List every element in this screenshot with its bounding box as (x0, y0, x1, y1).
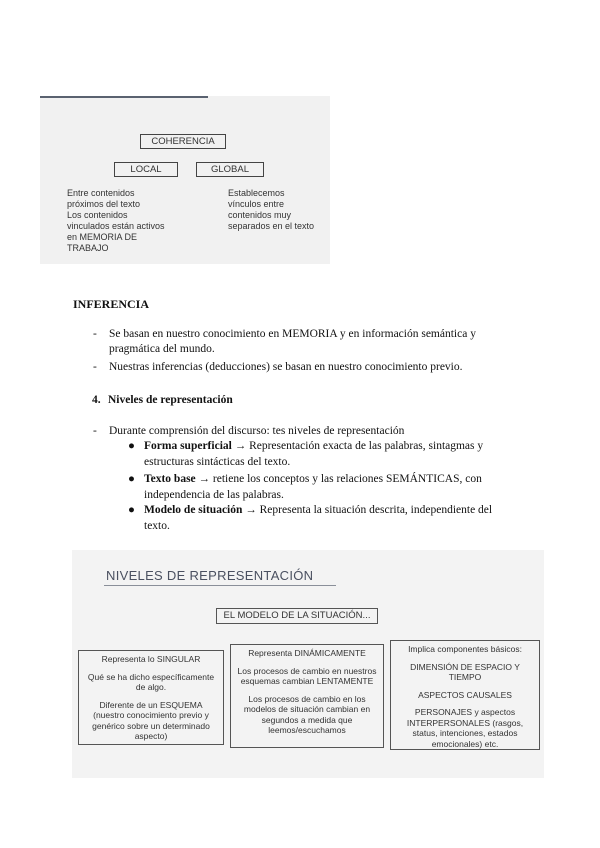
bullet-text: → Representación exacta de las palabras, sintagmas y estructuras sintácticas del texto. (144, 440, 484, 468)
bullet-term: Modelo de situación (144, 504, 243, 516)
local-box: LOCAL (114, 162, 178, 177)
list-item-text: Se basan en nuestro conocimiento en MEMORIA y en información semántica y pragmática del mundo. (109, 328, 476, 355)
note-line: vinculados están activos (67, 221, 165, 231)
coherencia-image (40, 96, 330, 264)
image-title: NIVELES DE REPRESENTACIÓN (106, 568, 314, 583)
local-notes (67, 188, 177, 254)
section-heading-niveles (92, 394, 233, 406)
section-title: Niveles de representación (108, 394, 233, 406)
column-box-singular (78, 650, 224, 745)
column-text: ASPECTOS CAUSALES (418, 689, 512, 700)
column-text: Implica componentes básicos: (408, 644, 522, 654)
title-underline (104, 585, 336, 586)
note-line: vínculos entre (228, 199, 285, 209)
column-text: Representa lo SINGULAR (101, 654, 201, 664)
bullet-text: → retiene los conceptos y las relaciones SEMÁNTICAS, con independencia de las palabras. (144, 473, 482, 501)
modelo-box: EL MODELO DE LA SITUACIÓN... (216, 608, 378, 624)
bullet-term: Forma superficial (144, 440, 232, 452)
divider (40, 96, 208, 98)
note-line: Los contenidos (67, 210, 128, 220)
list-item-text: Durante comprensión del discurso: tes niveles de representación (109, 425, 405, 437)
bullet-term: Texto base (144, 473, 196, 485)
global-notes (228, 188, 328, 232)
column-text: PERSONAJES y aspectos INTERPERSONALES (rasgos, status, intenciones, estados emocionales) etc. (406, 707, 524, 749)
section-heading-inferencia: INFERENCIA (73, 297, 150, 311)
column-text: Qué se ha dicho específicamente de algo. (87, 671, 215, 692)
column-text: Representa DINÁMICAMENTE (248, 648, 366, 658)
bullet-dot: ● (128, 504, 135, 516)
column-box-dinamico (230, 644, 384, 748)
niveles-image (72, 550, 544, 778)
column-box-componentes (390, 640, 540, 750)
coherencia-box: COHERENCIA (140, 134, 226, 149)
note-line: en MEMORIA DE (67, 232, 138, 242)
note-line: TRABAJO (67, 243, 109, 253)
global-box: GLOBAL (196, 162, 264, 177)
column-text: DIMENSIÓN DE ESPACIO Y TIEMPO (410, 661, 520, 682)
note-line: Entre contenidos (67, 188, 135, 198)
column-text: Los procesos de cambio en nuestros esquemas cambian LENTAMENTE (237, 665, 377, 686)
bullet-dot: ● (128, 440, 135, 452)
column-text: Diferente de un ESQUEMA (nuestro conocimiento previo y genérico sobre un determinado aspecto) (92, 699, 210, 741)
list-item-text: Nuestras inferencias (deducciones) se basan en nuestro conocimiento previo. (109, 361, 463, 373)
note-line: próximos del texto (67, 199, 141, 209)
section-number: 4. (92, 394, 101, 406)
note-line: contenidos muy (228, 210, 292, 220)
bullet-text: → Representa la situación descrita, independiente del texto. (144, 504, 493, 532)
column-text: Los procesos de cambio en los modelos de situación cambian en segundos a medida que leemos/escuchamos (243, 693, 371, 735)
note-line: Establecemos (228, 188, 285, 198)
bullet-dot: ● (128, 473, 135, 485)
note-line: separados en el texto (228, 221, 315, 231)
